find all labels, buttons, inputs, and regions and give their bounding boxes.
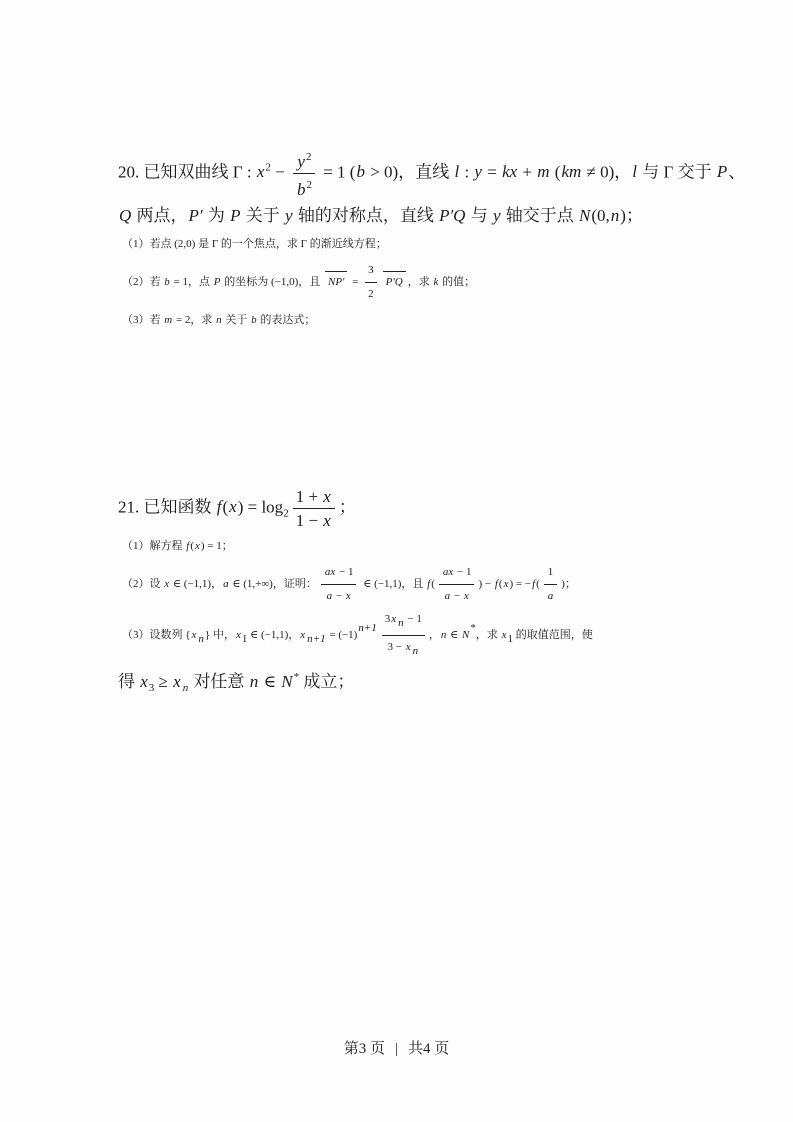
math-sub: 2: [283, 507, 289, 520]
math-mi: x: [191, 629, 197, 642]
fraction-denominator: [544, 585, 558, 607]
math-text: ≠ 0)，: [582, 162, 632, 182]
math-text: ) = 1；: [200, 540, 233, 552]
math-mi: x: [345, 590, 351, 602]
fraction-denominator: [382, 636, 425, 662]
math-text: 得: [118, 672, 140, 691]
math-sub: n: [182, 682, 189, 694]
math-text: } 中，: [204, 629, 235, 642]
math-mi: x: [463, 590, 469, 602]
math-mi: P: [230, 206, 241, 225]
math-text: （2）设: [122, 578, 164, 591]
vector-overline: [383, 271, 406, 292]
fraction-numerator: [293, 486, 335, 509]
math-mi: P: [213, 276, 221, 289]
math-fraction: [365, 260, 377, 305]
fraction-numerator: [365, 260, 377, 283]
math-text: 关于: [241, 206, 285, 225]
q21-part-3: [118, 609, 718, 662]
math-mi: y: [492, 206, 501, 225]
math-mi: l: [454, 162, 460, 182]
math-text: 轴交于点: [501, 206, 579, 225]
math-fraction: [293, 486, 335, 531]
math-sup: 2: [265, 161, 271, 174]
math-text: （3）若: [122, 314, 164, 326]
math-text: 3: [368, 264, 374, 276]
math-mi: x: [501, 629, 507, 642]
math-text: 、: [728, 162, 746, 182]
math-mi: x: [140, 672, 148, 691]
math-mi: f: [532, 578, 536, 591]
fraction-numerator: [382, 609, 425, 636]
math-text: ) = −: [509, 578, 532, 591]
math-mi: a: [444, 590, 451, 602]
math-mi: ax: [324, 566, 336, 578]
q21-part-1: [118, 533, 718, 560]
q21-part-3-continuation: [118, 664, 718, 702]
math-text: −: [333, 590, 345, 602]
math-text: ) = log: [237, 497, 284, 517]
math-mi: n: [610, 206, 620, 225]
math-text: 的取值范围，使: [513, 629, 593, 642]
math-mi: P′Q: [385, 276, 403, 289]
math-sub: 1: [507, 633, 514, 646]
math-text: ∈ (1,+∞)，证明：: [229, 578, 317, 591]
math-sup: 2: [305, 151, 312, 163]
math-text: = (−1): [326, 629, 358, 642]
math-text: 1 +: [295, 487, 323, 506]
math-mi: y: [285, 206, 293, 225]
math-mi: P′Q: [439, 206, 466, 225]
math-mi: n: [249, 672, 259, 691]
math-text: (: [536, 578, 540, 591]
math-text: (: [498, 578, 503, 591]
math-mi: f: [494, 578, 498, 591]
math-text: ，求: [407, 276, 433, 289]
math-text: 轴的对称点，直线: [293, 206, 439, 225]
fraction-denominator: [293, 509, 335, 531]
footer-separator: |: [394, 1041, 398, 1057]
math-fraction: [544, 562, 558, 607]
math-text: 2: [368, 288, 374, 300]
math-mi: NP′: [327, 276, 345, 289]
math-mi: l: [632, 162, 638, 182]
math-text: （2）若: [122, 276, 164, 289]
math-mi: m: [537, 162, 550, 182]
math-text: 对任意: [189, 672, 249, 691]
math-sub: 3: [148, 682, 155, 694]
math-text: +: [518, 162, 537, 182]
math-mi: f: [186, 540, 190, 552]
math-mi: b: [164, 276, 170, 289]
math-text: 的值；: [439, 276, 476, 289]
math-mi: x: [229, 497, 237, 517]
q20-part-2: [118, 260, 718, 305]
math-mi: P′: [188, 206, 203, 225]
math-text: > 0)，直线: [365, 162, 454, 182]
math-text: ∈: [447, 629, 462, 642]
math-text: = 1，点: [170, 276, 213, 289]
math-mi: N: [462, 629, 470, 642]
math-mi: k: [433, 276, 439, 289]
fraction-numerator: [321, 562, 357, 585]
math-mi: m: [164, 314, 173, 326]
math-fraction: [321, 562, 357, 607]
math-mi: a: [326, 590, 333, 602]
math-sub: n+1: [307, 633, 326, 646]
vector-overline: [325, 271, 347, 292]
math-text: （1）解方程: [122, 540, 186, 552]
math-text: :: [460, 162, 474, 182]
math-sup: *: [293, 671, 300, 683]
math-text: （3）设数列 {: [122, 629, 191, 642]
fraction-numerator: [293, 147, 315, 174]
math-text: )；: [620, 206, 643, 225]
math-text: ，求: [475, 629, 501, 642]
math-text: 3: [384, 613, 391, 625]
math-mi: n: [440, 629, 447, 642]
math-mi: km: [561, 162, 582, 182]
math-sup: 2: [306, 179, 312, 191]
math-fraction: [293, 147, 315, 200]
math-text: 21. 已知函数: [118, 497, 216, 517]
math-fraction: [439, 562, 475, 607]
math-text: )；: [561, 578, 576, 591]
math-text: =: [349, 276, 362, 289]
math-text: 两点，: [132, 206, 188, 225]
math-mi: x: [173, 672, 181, 691]
math-text: = 1 (: [318, 162, 356, 182]
math-mi: x: [300, 629, 306, 642]
q21-stem-line-1: [118, 486, 718, 531]
math-mi: x: [235, 629, 241, 642]
math-text: 的坐标为 (−1,0)，且: [221, 276, 323, 289]
math-mi: n: [216, 314, 222, 326]
math-mi: a: [223, 578, 229, 591]
math-mi: b: [251, 314, 257, 326]
math-sub: n: [198, 633, 204, 646]
math-sub: n: [412, 645, 419, 657]
q20-part-1: [118, 231, 718, 258]
math-mi: a: [547, 590, 554, 602]
math-text: ∈: [259, 672, 281, 691]
math-mi: kx: [502, 162, 518, 182]
math-text: 的表达式；: [257, 314, 316, 326]
math-mi: x: [323, 511, 331, 530]
math-mi: b: [356, 162, 365, 182]
math-sup: *: [470, 622, 476, 635]
math-text: 关于: [222, 314, 251, 326]
problem-20: [118, 147, 746, 336]
math-text: −: [451, 590, 463, 602]
math-text: ∈ (−1,1)，且: [360, 578, 427, 591]
math-mi: y: [297, 152, 305, 171]
math-text: 3 −: [387, 641, 405, 653]
fraction-denominator: [365, 283, 377, 305]
math-text: (: [550, 162, 561, 182]
math-mi: f: [216, 497, 222, 517]
fraction-denominator: [321, 585, 357, 607]
math-text: （1）若点 (2,0) 是 Γ 的一个焦点，求 Γ 的渐近线方程；: [122, 238, 387, 250]
math-sub: n: [398, 617, 404, 629]
math-text: ；: [338, 497, 356, 517]
math-mi: y: [474, 162, 482, 182]
math-text: − 1: [454, 566, 472, 578]
math-text: −: [270, 162, 289, 182]
math-mi: N: [281, 672, 293, 691]
math-mi: x: [405, 641, 411, 653]
math-text: 1 −: [295, 511, 323, 530]
q20-stem-line-1: [118, 147, 746, 200]
math-text: 为: [203, 206, 230, 225]
math-mi: f: [427, 578, 431, 591]
math-mi: Q: [119, 206, 132, 225]
q20-stem-line-2: [118, 202, 718, 229]
math-text: − 1: [404, 613, 422, 625]
math-text: ∈ (−1,1)，: [247, 629, 300, 642]
math-fraction: [382, 609, 425, 662]
page-footer: [0, 1037, 793, 1058]
math-text: ，: [428, 629, 440, 642]
math-text: =: [482, 162, 502, 182]
page-total-label: 共4 页: [408, 1041, 450, 1057]
math-mi: x: [503, 578, 509, 591]
math-text: = 2，求: [173, 314, 216, 326]
math-mi: x: [256, 162, 265, 182]
fraction-numerator: [544, 562, 558, 585]
math-mi: P: [716, 162, 728, 182]
math-sup: n+1: [358, 622, 377, 635]
math-mi: x: [194, 540, 200, 552]
math-text: (: [431, 578, 435, 591]
math-mi: b: [296, 180, 306, 199]
q21-part-2: [118, 562, 718, 607]
math-text: 成立；: [299, 672, 355, 691]
math-text: 与: [466, 206, 492, 225]
math-text: 1: [547, 566, 554, 578]
math-sub: 1: [241, 633, 248, 646]
fraction-denominator: [293, 174, 315, 200]
math-mi: x: [164, 578, 170, 591]
math-text: (: [222, 497, 229, 517]
q20-part-3: [118, 307, 718, 334]
math-mi: ax: [442, 566, 454, 578]
math-text: (: [190, 540, 194, 552]
math-text: ≥: [154, 672, 173, 691]
math-text: 与 Γ 交于: [638, 162, 716, 182]
math-mi: N: [579, 206, 591, 225]
math-text: ∈ (−1,1)，: [170, 578, 223, 591]
math-text: 20. 已知双曲线 Γ :: [118, 162, 256, 182]
math-text: (0,: [591, 206, 610, 225]
math-mi: x: [391, 613, 397, 625]
problem-21: [118, 486, 718, 704]
math-text: − 1: [336, 566, 354, 578]
fraction-numerator: [439, 562, 475, 585]
math-mi: x: [323, 487, 331, 506]
page-number-label: 第3 页: [343, 1041, 385, 1057]
fraction-denominator: [439, 585, 475, 607]
math-text: ) −: [478, 578, 494, 591]
